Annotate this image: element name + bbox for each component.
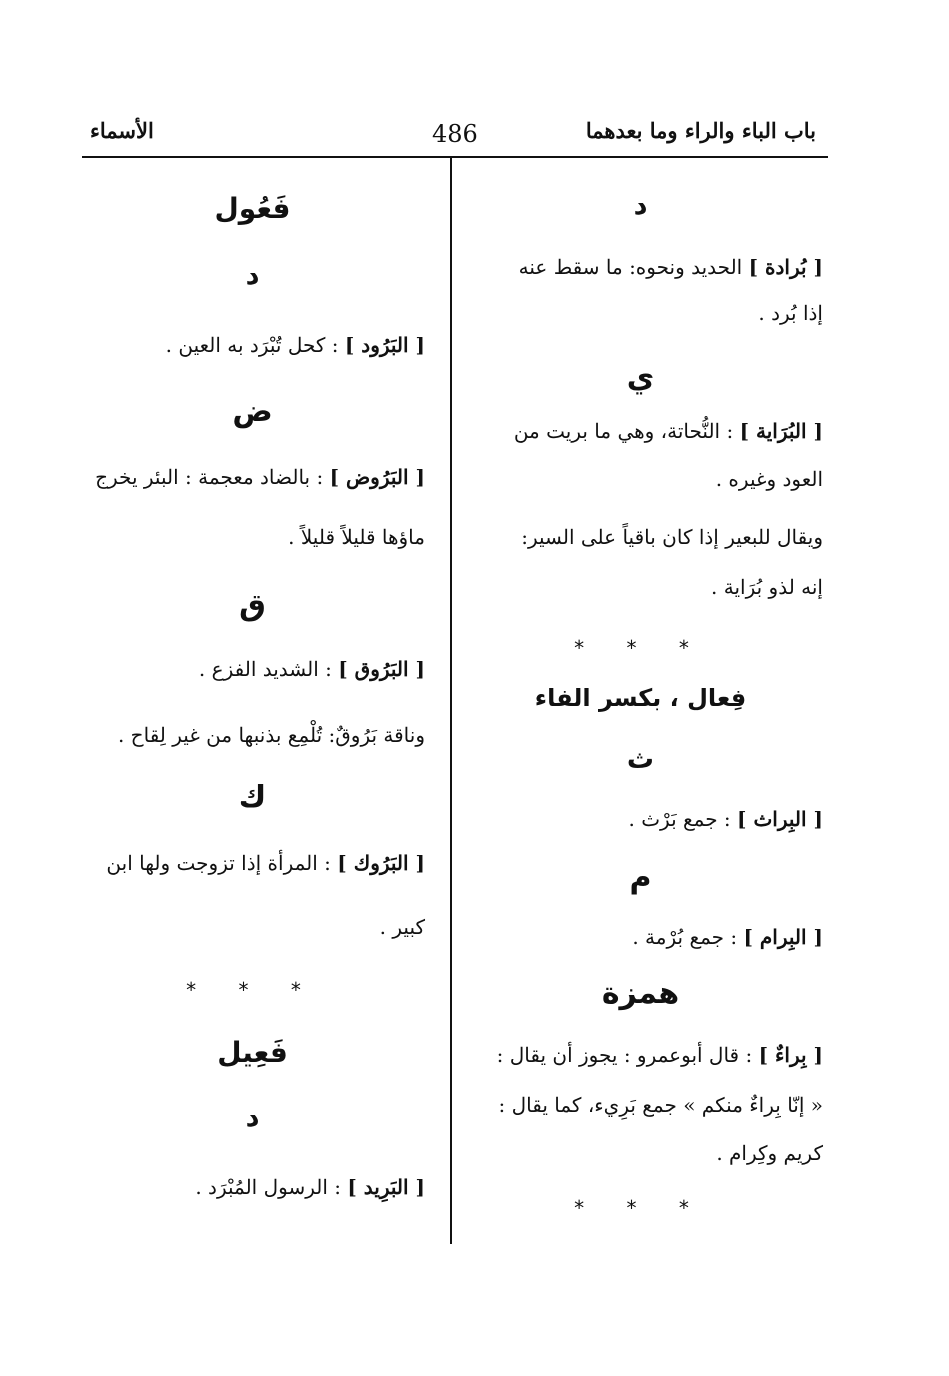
- entry-line: [458, 806, 823, 832]
- entry-line: [80, 656, 425, 682]
- letter-heading: د: [633, 190, 648, 221]
- entry-text: : بالضاد معجمة : البئر يخرج: [95, 465, 324, 489]
- pattern-heading: فَعُول: [214, 192, 291, 225]
- entry-keyword: [ البَرُوق ]: [338, 657, 425, 681]
- entry-line: وناقة بَرُوقٌ: تُلْمِع بذنبها من غير لِقاح .: [117, 723, 425, 747]
- letter-heading: ي: [626, 360, 655, 395]
- entry-text: : قال أبوعمرو : يجوز أن يقال :: [496, 1043, 753, 1067]
- entry-line: [80, 464, 425, 490]
- entry-text: : كحل تُبْرَد به العين .: [165, 333, 339, 357]
- letter-heading: همزة: [601, 976, 680, 1011]
- entry-line: إنه لذو بُرَاية .: [711, 575, 823, 599]
- pattern-heading: فَعِيل: [217, 1036, 288, 1069]
- entry-line: [458, 254, 823, 280]
- chapter-title: باب الباء والراء وما بعدهما: [585, 118, 816, 143]
- letter-heading: م: [629, 860, 652, 895]
- entry-text: : جمع بُرْمة .: [632, 925, 738, 949]
- letter-heading: ك: [238, 780, 267, 815]
- entry-keyword: [ بِراءٌ ]: [758, 1043, 823, 1067]
- column-divider: [450, 158, 452, 1244]
- entry-text: : الشديد الفزع .: [198, 657, 332, 681]
- letter-heading: ث: [626, 744, 655, 775]
- letter-heading: د: [245, 260, 260, 291]
- entry-keyword: [ البَرُوض ]: [329, 465, 425, 489]
- entry-keyword: [ البِراث ]: [737, 807, 823, 831]
- entry-keyword: [ البَرُوك ]: [337, 851, 425, 875]
- entry-line: [80, 1174, 425, 1200]
- page-number: 486: [432, 120, 478, 148]
- entry-text: : الرسول المُبْرَد .: [195, 1175, 341, 1199]
- entry-line: كريم وكِرام .: [716, 1141, 823, 1165]
- entry-text: : جمع بَرْث .: [628, 807, 731, 831]
- entry-keyword: [ البَرُود ]: [344, 333, 425, 357]
- entry-line: ماؤها قليلاً قليلاً .: [288, 525, 425, 549]
- entry-line: العود وغيره .: [715, 467, 823, 491]
- entry-line: [80, 850, 425, 876]
- entry-keyword: [ البُرَاية ]: [739, 419, 823, 443]
- entry-line: [458, 924, 823, 950]
- entry-line: ويقال للبعير إذا كان باقياً على السير:: [521, 525, 823, 549]
- entry-keyword: [ البَرِيد ]: [347, 1175, 425, 1199]
- entry-line: [458, 418, 823, 444]
- letter-heading: ق: [239, 588, 266, 623]
- entry-line: « إنّا بِراءٌ منكم » جمع بَرِيء، كما يقال :: [498, 1093, 823, 1117]
- entry-line: [458, 1042, 823, 1068]
- separator-stars: * * *: [574, 1196, 707, 1220]
- entry-keyword: [ البِرام ]: [743, 925, 823, 949]
- entry-text: : النُّحاتة، وهي ما بريت من: [513, 419, 734, 443]
- letter-heading: ض: [232, 394, 273, 429]
- page-header: [80, 108, 830, 156]
- section-title: الأسماء: [90, 118, 154, 143]
- entry-text: الحديد ونحوه: ما سقط عنه: [518, 255, 743, 279]
- separator-stars: * * *: [186, 978, 319, 1002]
- letter-heading: د: [245, 1102, 260, 1133]
- entry-line: كبير .: [379, 915, 425, 939]
- entry-keyword: [ بُرادة ]: [748, 255, 823, 279]
- entry-text: : المرأة إذا تزوجت ولها ابن: [106, 851, 331, 875]
- separator-stars: * * *: [574, 636, 707, 660]
- entry-line: إذا بُرد .: [758, 301, 823, 325]
- pattern-heading: فِعال ، بكسر الفاء: [534, 684, 747, 712]
- header-rule: [82, 156, 828, 158]
- entry-line: [80, 332, 425, 358]
